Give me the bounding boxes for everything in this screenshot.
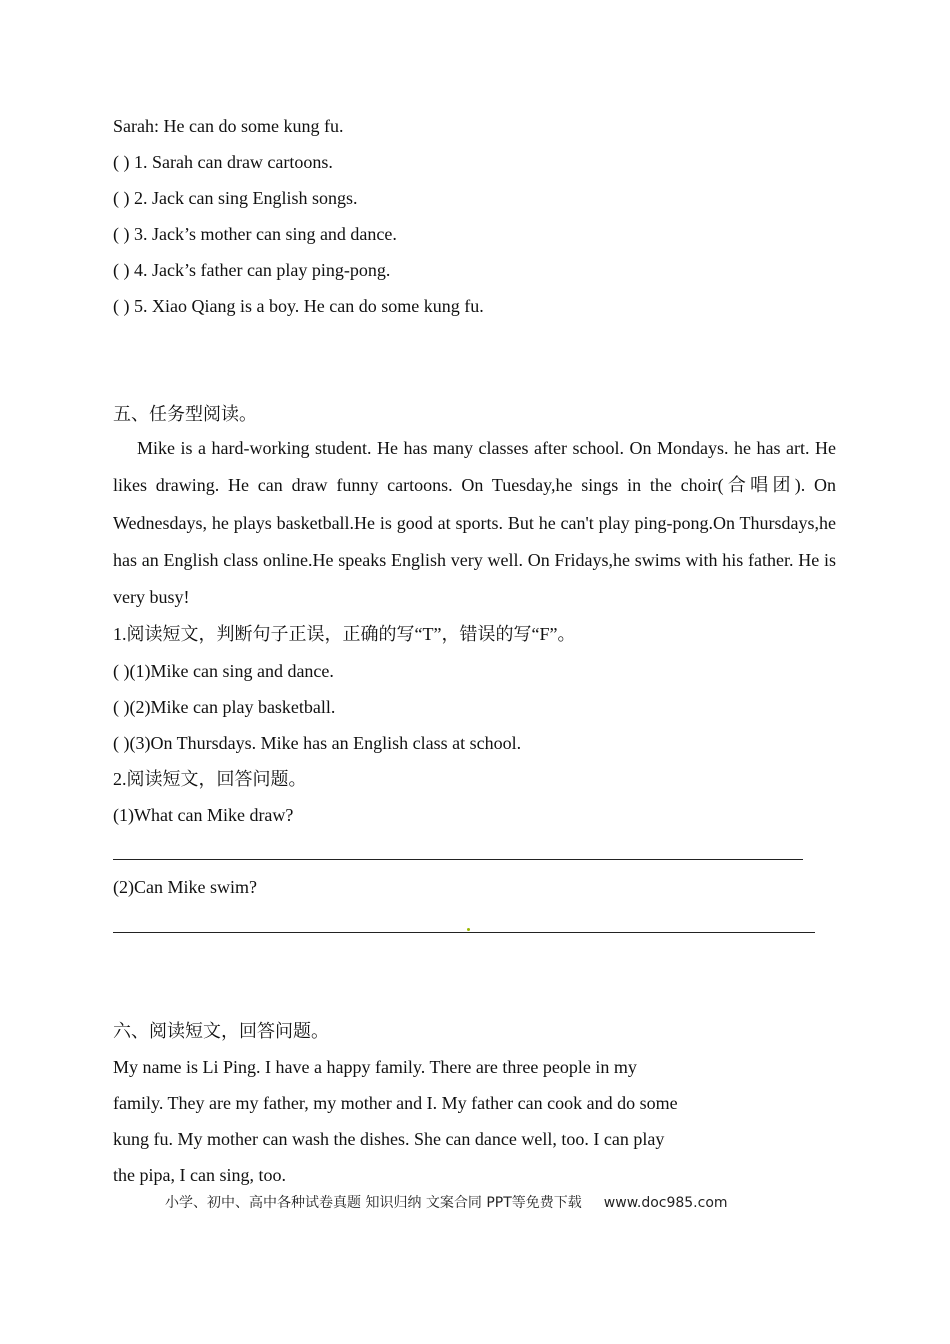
passage-line-4: the pipa, I can sing, too. xyxy=(113,1165,286,1185)
section-5-heading: 五、任务型阅读。 xyxy=(113,404,257,424)
task-2-instruction: 2.阅读短文，回答问题。 xyxy=(113,769,307,789)
question-1: (1)What can Mike draw? xyxy=(113,805,294,825)
answer-line-1[interactable] xyxy=(113,859,803,860)
footer-url[interactable]: www.doc985.com xyxy=(603,1195,728,1211)
page-footer xyxy=(165,1192,728,1212)
passage-text: Mike is a hard-working student. He has many classes after school. On Mondays. he has art. He likes drawing. He can draw funny cartoons. On Tuesday,he sings in the choir(合唱团). On Wednesdays, he plays basketball.He is good at sports. But he can't play ping-pong.On Thursdays,he has an English class online.He speaks English very well. On Fridays,he swims with his father. He is very busy! xyxy=(113,438,836,608)
task-1-item-3: ( )(3)On Thursdays. Mike has an English class at school. xyxy=(113,733,522,753)
true-false-item-2: ( ) 2. Jack can sing English songs. xyxy=(113,188,358,208)
true-false-item-4: ( ) 4. Jack’s father can play ping-pong. xyxy=(113,260,391,280)
task-1-item-1: ( )(1)Mike can sing and dance. xyxy=(113,661,334,681)
footer-text: 小学、初中、高中各种试卷真题 知识归纳 文案合同 PPT等免费下载 xyxy=(165,1195,582,1211)
section-6-heading: 六、阅读短文，回答问题。 xyxy=(113,1021,329,1041)
passage-line-1: My name is Li Ping. I have a happy family. There are three people in my xyxy=(113,1057,637,1077)
task-1-instruction: 1.阅读短文，判断句子正误，正确的写“T”，错误的写“F”。 xyxy=(113,624,576,644)
true-false-item-1: ( ) 1. Sarah can draw cartoons. xyxy=(113,152,333,172)
scan-mark xyxy=(467,928,470,931)
section-5-passage xyxy=(113,430,836,616)
passage-line-3: kung fu. My mother can wash the dishes. She can dance well, too. I can play xyxy=(113,1129,665,1149)
answer-line-2[interactable] xyxy=(113,932,815,933)
true-false-item-5: ( ) 5. Xiao Qiang is a boy. He can do some kung fu. xyxy=(113,296,484,316)
passage-line-2: family. They are my father, my mother and I. My father can cook and do some xyxy=(113,1093,678,1113)
question-2: (2)Can Mike swim? xyxy=(113,877,257,897)
dialogue-line: Sarah: He can do some kung fu. xyxy=(113,116,344,136)
task-1-item-2: ( )(2)Mike can play basketball. xyxy=(113,697,336,717)
true-false-item-3: ( ) 3. Jack’s mother can sing and dance. xyxy=(113,224,397,244)
